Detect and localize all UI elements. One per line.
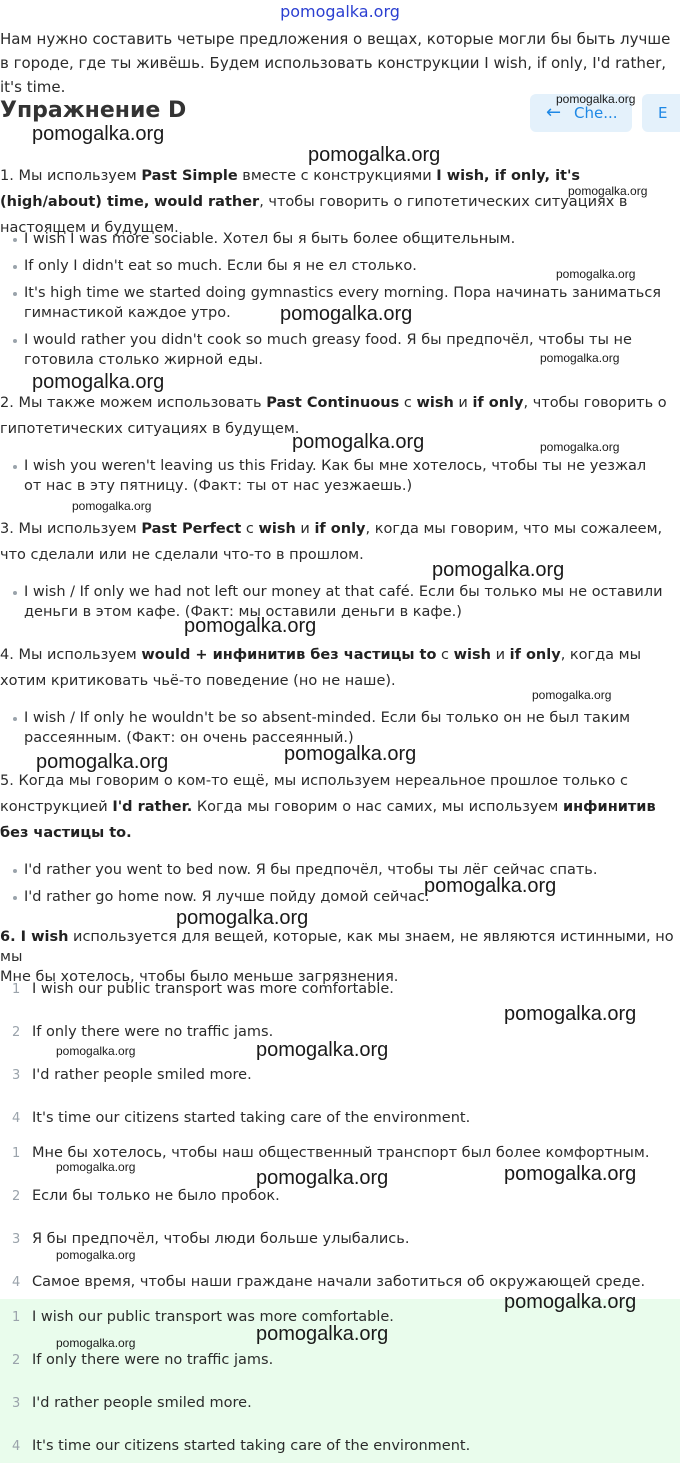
answer-number: 3 [12, 1232, 21, 1247]
answer-text: It's time our citizens started taking care of the environment. [32, 1110, 471, 1126]
answer-number: 2 [12, 1189, 21, 1204]
rule-5: 5. Когда мы говорим о ком-то ещё, мы используем нереальное прошлое только с конструкцией I'd rather. Когда мы говорим о нас самих, мы используем инфинитив без частицы to. [0, 773, 656, 841]
list-item: I wish / If only we had not left our money at that café. Если бы только мы не оставили деньги в этом кафе. (Факт: мы оставили деньги в кафе.) [24, 584, 663, 620]
list-item: I wish you weren't leaving us this Friday. Как бы мне хотелось, чтобы ты не уезжал от нас в эту пятницу. (Факт: ты от нас уезжаешь.) [24, 456, 664, 496]
answer-number: 3 [12, 1068, 21, 1083]
next-exercise-button[interactable] [642, 94, 680, 132]
list-item: I wish I was more sociable. Хотел бы я быть более общительным. [24, 229, 664, 249]
answer-number: 1 [12, 1310, 21, 1325]
watermark: pomogalka.org [56, 1044, 136, 1058]
watermark: pomogalka.org [532, 688, 612, 702]
answer-number: 4 [12, 1275, 21, 1290]
intro-text: Нам нужно составить четыре предложения о вещах, которые могли бы быть лучше в городе, где ты живёшь. Будем использовать конструкции I wish, if only, I'd rather, it's time. [0, 30, 671, 96]
next-exercise-label: E [658, 104, 668, 122]
watermark: pomogalka.org [432, 559, 565, 581]
answer-text: It's time our citizens started taking care of the environment. [32, 1438, 471, 1454]
watermark: pomogalka.org [556, 267, 636, 281]
watermark: pomogalka.org [256, 1039, 389, 1061]
rule-1: 1. Мы используем Past Simple вместе с конструкциями I wish, if only, it's (high/about) time, would rather, чтобы говорить о гипотетических ситуациях в настоящем и будущем. [0, 168, 628, 236]
rule-4: 4. Мы используем would + инфинитив без частицы to с wish и if only, когда мы хотим критиковать чьё-то поведение (но не наше). [0, 647, 642, 689]
list-item: I'd rather you went to bed now. Я бы предпочёл, чтобы ты лёг сейчас спать. [24, 860, 664, 880]
watermark: pomogalka.org [540, 440, 620, 454]
prev-exercise-label: Che... [574, 104, 618, 122]
watermark: pomogalka.org [56, 1248, 136, 1262]
watermark: pomogalka.org [280, 303, 413, 325]
watermark: pomogalka.org [184, 615, 317, 637]
answer-number: 4 [12, 1439, 21, 1454]
answer-text: If only there were no traffic jams. [32, 1352, 274, 1368]
list-item: I'd rather go home now. Я лучше пойду домой сейчас. [24, 887, 664, 907]
page-title: Упражнение D [0, 98, 187, 123]
watermark: pomogalka.org [72, 499, 152, 513]
list-item: I would rather you didn't cook so much greasy food. Я бы предпочёл, чтобы ты не готовила столько жирной еды. [24, 330, 664, 370]
watermark: pomogalka.org [504, 1291, 637, 1313]
answer-text: I wish our public transport was more comfortable. [32, 981, 394, 997]
answer-number: 2 [12, 1353, 21, 1368]
rule-2: 2. Мы также можем использовать Past Continuous с wish и if only, чтобы говорить о гипотетических ситуациях в будущем. [0, 395, 667, 437]
answer-text: I wish our public transport was more comfortable. [32, 1309, 394, 1325]
answer-text: Самое время, чтобы наши граждане начали заботиться об окружающей среде. [32, 1274, 646, 1290]
top-watermark: pomogalka.org [280, 2, 400, 21]
answer-text: Мне бы хотелось, чтобы наш общественный транспорт был более комфортным. [32, 1145, 650, 1161]
answer-text: I'd rather people smiled more. [32, 1067, 252, 1083]
rule-3: 3. Мы используем Past Perfect с wish и if only, когда мы говорим, что мы сожалеем, что сделали или не сделали что-то в прошлом. [0, 521, 663, 563]
answer-text: I'd rather people smiled more. [32, 1395, 252, 1411]
watermark: pomogalka.org [568, 184, 648, 198]
answer-number: 4 [12, 1111, 21, 1126]
watermark: pomogalka.org [504, 1003, 637, 1025]
watermark: pomogalka.org [540, 351, 620, 365]
rule-6: 6. I wish используется для вещей, которые, как мы знаем, не являются истинными, но мы Мне бы хотелось, чтобы было меньше загрязнения. [0, 929, 674, 985]
watermark: pomogalka.org [256, 1323, 389, 1345]
arrow-left-icon: ← [546, 102, 562, 123]
watermark: pomogalka.org [56, 1336, 136, 1350]
watermark: pomogalka.org [424, 875, 557, 897]
answer-number: 1 [12, 982, 21, 997]
watermark: pomogalka.org [56, 1160, 136, 1174]
watermark: pomogalka.org [32, 371, 165, 393]
watermark: pomogalka.org [308, 144, 441, 166]
watermark: pomogalka.org [292, 431, 425, 453]
watermark: pomogalka.org [36, 751, 169, 773]
answer-text: If only there were no traffic jams. [32, 1024, 274, 1040]
list-item: I wish / If only he wouldn't be so absent-minded. Если бы только он не был таким рассеянным. (Факт: он очень рассеянный.) [24, 708, 664, 748]
watermark: pomogalka.org [32, 123, 165, 145]
answer-number: 3 [12, 1396, 21, 1411]
answer-text: Я бы предпочёл, чтобы люди больше улыбались. [32, 1231, 410, 1247]
answer-number: 1 [12, 1146, 21, 1161]
watermark: pomogalka.org [256, 1167, 389, 1189]
watermark: pomogalka.org [176, 907, 309, 929]
answer-text: Если бы только не было пробок. [32, 1188, 280, 1204]
watermark: pomogalka.org [284, 743, 417, 765]
list-item: If only I didn't eat so much. Если бы я не ел столько. [24, 256, 664, 276]
watermark: pomogalka.org [504, 1163, 637, 1185]
list-item: It's high time we started doing gymnastics every morning. Пора начинать заниматься гимнастикой каждое утро. [24, 283, 664, 323]
answer-number: 2 [12, 1025, 21, 1040]
watermark: pomogalka.org [556, 92, 636, 106]
